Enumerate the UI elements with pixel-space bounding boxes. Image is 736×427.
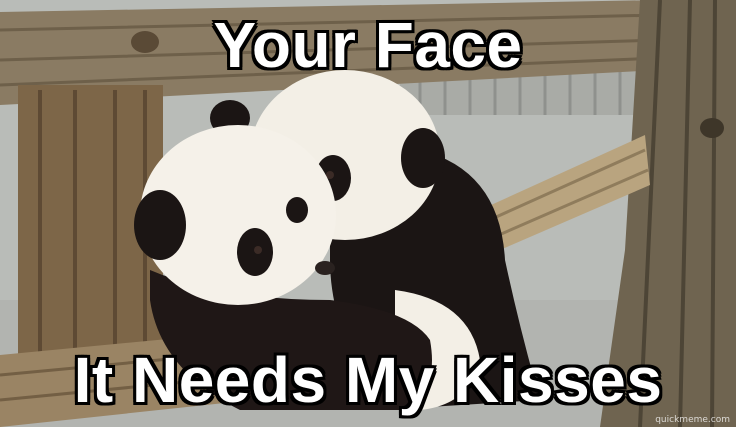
bottom-caption: It Needs My Kisses bbox=[73, 344, 663, 416]
top-caption: Your Face bbox=[213, 9, 523, 81]
watermark: quickmeme.com bbox=[655, 415, 730, 425]
